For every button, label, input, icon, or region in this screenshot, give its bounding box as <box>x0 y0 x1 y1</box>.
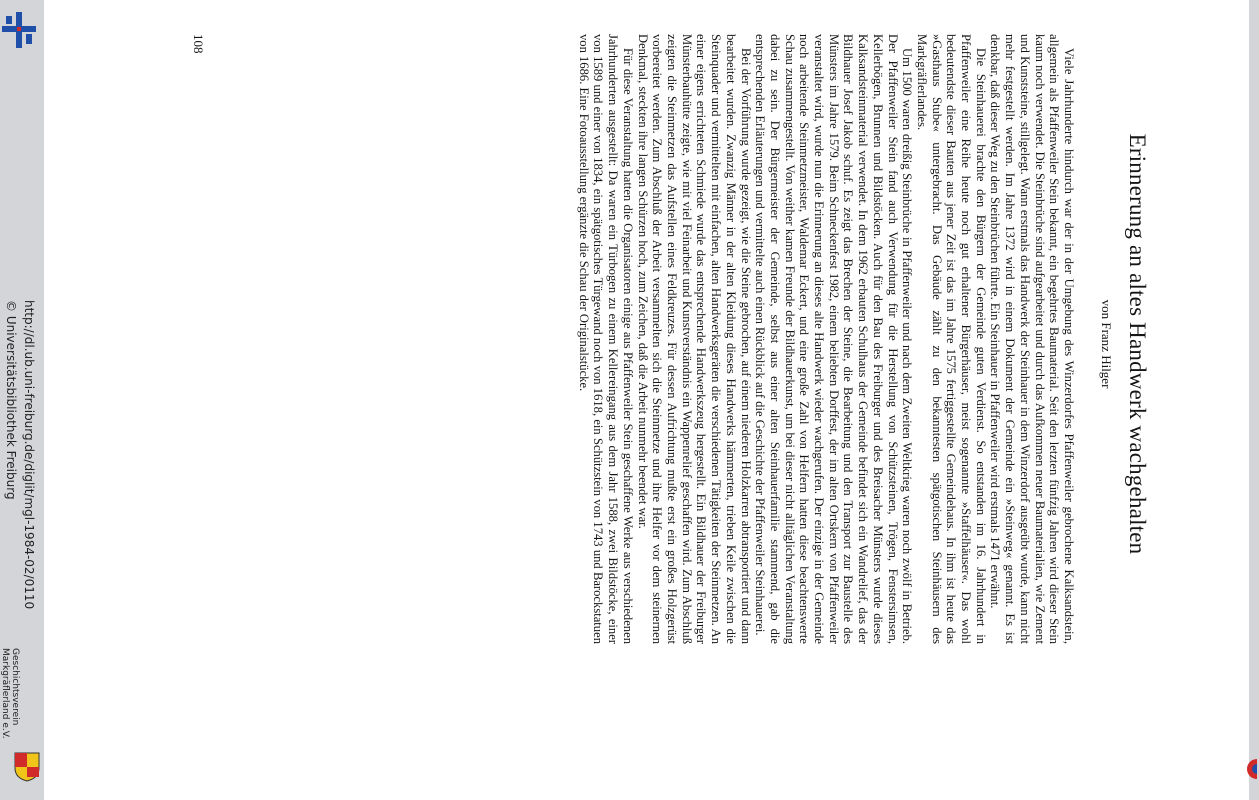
corner-badge-icon <box>1247 756 1257 782</box>
source-url[interactable]: http://dl.ub.uni-freiburg.de/diglit/mgl-1984-02/0110 <box>22 300 36 610</box>
university-library-logo-icon <box>2 12 36 48</box>
paragraph: Bei der Vorführung wurde gezeigt, wie die Steine gebrochen, auf einem niederen Holzkarren abtransportiert und dann bearbeitet wurden. Zwanzig Männer in der alten Kleidung dieses Handwerks hämmerten, trieben Keile zwischen die Steinquader und vermittelten mit einfachen, alten Handwerksgeräten die verschiedenen Tätigkeiten der Steinmetzen. An einer eigens errichteten Schmiede wurde das entsprechende Handwerkszeug hergestellt. Ein Bildhauer der Freiburger Münsterbauhütte zeigte, wie mit viel Feinarbeit und Kunstverständnis ein Wappenrelief geschaffen wird. Zum Abschluß zeigten die Steinmetzen das Aufstellen eines Feldkreuzes. Für dessen Aufrichtung mußte erst ein großes Holzgerüst vorbereitet werden. Zum Abschluß der Arbeit versammelten sich die Steinmetze und ihre Helfer vor dem steinernen Denkmal, steckten ihre langen Schürzen hoch, zum Zeichen, daß die Arbeit nunmehr beendet war. <box>635 34 753 644</box>
sheet-content <box>160 0 1160 688</box>
scanned-page <box>44 0 1249 800</box>
page-number: 108 <box>191 34 206 54</box>
article-body <box>576 34 1076 644</box>
paragraph: Um 1500 waren dreißig Steinbrüche in Pfaffenweiler und nach dem Zweiten Weltkrieg waren noch zwölf in Betrieb. Der Pfaffenweiler Stein fand auch Verwendung für die Herstellung von Schützsteinen, Trögen, Fenstersimsen, Kellerbögen, Brunnen und Bildstöcken. Auch für den Bau des Freiburger und des Breisacher Münsters wurde dieses Kalksandsteinmaterial verwendet. In dem 1962 erbauten Schulhaus der Gemeinde befindet sich ein Wandrelief, das der Bildhauer Josef Jakob schuf. Es zeigt das Brechen der Steine, die Bearbeitung und den Transport zur Baustelle des Münsters im Jahre 1579. Beim Schneckenfest 1982, einem beliebten Dorffest, der im alten Ortskern von Pfaffenweiler veranstaltet wird, wurde nun die Erinnerung an dieses alte Handwerk wieder wachgerufen. Der einzige in der Gemeinde noch arbeitende Steinmetzmeister, Waldemar Eckert, und eine große Zahl von Helfern hatten diese beachtenswerte Schau zusammengestellt. Von weither kamen Freunde der Bildhauerkunst, um bei dieser nicht alltäglichen Veranstaltung dabei zu sein. Der Bürgermeister der Gemeinde, selbst aus einer alten Steinhauerfamilie stammend, gab die entsprechenden Erläuterungen und vermittelte auch einen Rückblick auf die Geschichte der Pfaffenweiler Steinhauerei. <box>753 34 915 644</box>
publisher-line: Markgräflerland e.V. <box>0 648 10 739</box>
publisher-line: Geschichtsverein <box>10 648 20 726</box>
rotated-sheet <box>160 0 1160 688</box>
paragraph: Viele Jahrhunderte hindurch war der in der Umgebung des Winzerdorfes Pfaffenweiler gebrochene Kalksandstein, allgemein als Pfaffenweiler Stein bekannt, ein begehrtes Baumaterial. Seit den letzten fünfzig Jahren wird dieser Stein kaum noch verwendet. Die Steinbrüche sind aufgearbeitet und durch das Aufkommen neuer Baumaterialien, wie Zement und Kunststeine, stillgelegt. Wann erstmals das Handwerk der Steinhauer in dem Winzerdorf ausgeübt wurde, kann nicht mehr festgestellt werden. Im Jahre 1372 wird in einem Dokument der Gemeinde ein »Steinweg« genannt. Es ist denkbar, daß dieser Weg zu den Steinbrüchen führte. Ein Steinhauer in Pfaffenweiler wird erstmals 1471 erwähnt. <box>988 34 1076 644</box>
paragraph: Für diese Veranstaltung hatten die Organisatoren einige aus Pfaffenweiler Stein geschaffene Werke aus verschiedenen Jahrhunderten ausgestellt: Da waren ein Türbogen zu einem Kellereingang aus dem Jahr 1588, zwei Bildstöcke, einer von 1589 und einer von 1834, ein spätgotisches Türgewand noch von 1618, ein Schützstein von 1743 und Barockstatuen von 1686. Eine Fotoausstellung ergänzte die Schau der Originalstücke. <box>576 34 635 644</box>
coat-of-arms-icon <box>14 752 40 782</box>
paragraph: Die Steinhauerei brachte den Bürgern der Gemeinde guten Verdienst. So entstanden im 16. Jahrhundert in Pfaffenweiler eine Reihe heute noch gut erhaltener Bürgerhäuser, meist sogenannte »Staffelhäuser«. Das wohl bedeutendste dieser Bauten aus jener Zeit ist das im Jahre 1575 fertiggestellte Gemeindehaus. In ihm ist heute das »Gasthaus Stube« untergebracht. Das Gebäude zählt zu den bekanntesten spätgotischen Steinhäusern des Markgräflerlandes. <box>914 34 988 644</box>
article-title: Erinnerung an altes Handwerk wachgehalten <box>1125 133 1150 555</box>
right-margin-strip <box>1249 0 1259 800</box>
publisher-name <box>0 648 20 739</box>
copyright-notice: © Universitätsbibliothek Freiburg <box>4 300 18 500</box>
article-author: von Franz Hilger <box>1099 299 1114 389</box>
